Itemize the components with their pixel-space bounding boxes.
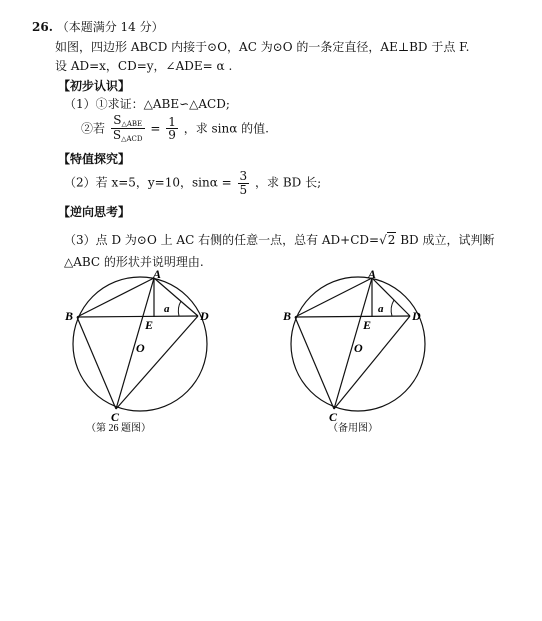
diameter-ac bbox=[334, 278, 372, 409]
segment-cd bbox=[116, 316, 198, 409]
area-ratio-fraction bbox=[111, 114, 145, 144]
part1-a: （1）①求证：△ABE∽△ACD; bbox=[64, 97, 230, 111]
area-numerator-sub: △ABE bbox=[121, 120, 143, 128]
label-b: B bbox=[283, 309, 292, 323]
part3-suffix: BD 成立，试判断 bbox=[396, 233, 495, 247]
segment-ab bbox=[77, 278, 154, 317]
area-denominator: S bbox=[112, 128, 122, 143]
part3-line-1 bbox=[64, 231, 494, 248]
label-o: O bbox=[354, 341, 363, 355]
label-c: C bbox=[329, 410, 338, 424]
section-title-reverse: 【逆向思考】 bbox=[58, 205, 131, 219]
question-header bbox=[32, 18, 164, 35]
label-c: C bbox=[111, 410, 120, 424]
intro-line-1: 如图，四边形 ABCD 内接于⊙O，AC 为⊙O 的一条定直径，AE⊥BD 于点 F. bbox=[55, 40, 470, 54]
ratio-value-num: 1 bbox=[168, 114, 176, 129]
segment-ad bbox=[154, 278, 198, 316]
label-alpha: a bbox=[164, 303, 170, 315]
label-alpha: a bbox=[378, 303, 384, 315]
angle-alpha-arc bbox=[391, 300, 394, 316]
label-e: E bbox=[363, 318, 372, 332]
label-d: D bbox=[200, 309, 209, 323]
sqrt-argument: 2 bbox=[387, 233, 396, 247]
part1-b bbox=[81, 114, 269, 144]
question-number: 26. bbox=[32, 20, 53, 34]
sin-value-den: 5 bbox=[239, 182, 248, 197]
sin-value-num: 3 bbox=[239, 169, 248, 183]
area-denominator-sub: △ACD bbox=[121, 135, 143, 144]
section-title-special: 【特值探究】 bbox=[58, 152, 131, 166]
part2 bbox=[64, 170, 321, 196]
label-a: A bbox=[368, 268, 377, 281]
part3-line-2: △ABC 的形状并说明理由. bbox=[64, 255, 204, 269]
geometry-figure-main bbox=[60, 268, 220, 438]
segment-ab bbox=[295, 278, 372, 317]
label-d: D bbox=[412, 309, 421, 323]
part1-b-prefix: ②若 bbox=[81, 121, 106, 136]
label-a: A bbox=[153, 268, 162, 281]
figure-caption-main: （第 26 题图） bbox=[86, 423, 151, 434]
label-b: B bbox=[65, 309, 74, 323]
segment-bd bbox=[77, 316, 198, 317]
ratio-value-den: 9 bbox=[168, 128, 176, 143]
geometry-figure-spare bbox=[278, 268, 438, 438]
sin-value-fraction bbox=[238, 170, 250, 196]
points-note: （本题满分 14 分） bbox=[56, 20, 164, 34]
ratio-value-fraction bbox=[166, 116, 178, 142]
segment-bd bbox=[295, 316, 410, 317]
part2-prefix: （2）若 x=5，y=10，sinα = bbox=[64, 175, 232, 190]
angle-alpha-arc bbox=[178, 301, 181, 316]
part1-b-suffix: ，求 sinα 的值. bbox=[183, 121, 269, 136]
area-numerator: S bbox=[113, 113, 122, 127]
intro-line-2: 设 AD=x，CD=y，∠ADE= α . bbox=[55, 59, 233, 73]
part1-b-equals: = bbox=[150, 121, 161, 136]
section-title-initial: 【初步认识】 bbox=[58, 79, 131, 93]
label-o: O bbox=[136, 341, 145, 355]
segment-cd bbox=[334, 316, 410, 409]
figure-caption-spare: （备用图） bbox=[328, 423, 378, 434]
sqrt-sign: √ bbox=[379, 233, 387, 247]
label-e: E bbox=[145, 318, 154, 332]
part3-prefix: （3）点 D 为⊙O 上 AC 右侧的任意一点，总有 AD+CD= bbox=[64, 233, 380, 247]
diameter-ac bbox=[116, 278, 154, 409]
part2-suffix: ，求 BD 长; bbox=[255, 175, 322, 190]
